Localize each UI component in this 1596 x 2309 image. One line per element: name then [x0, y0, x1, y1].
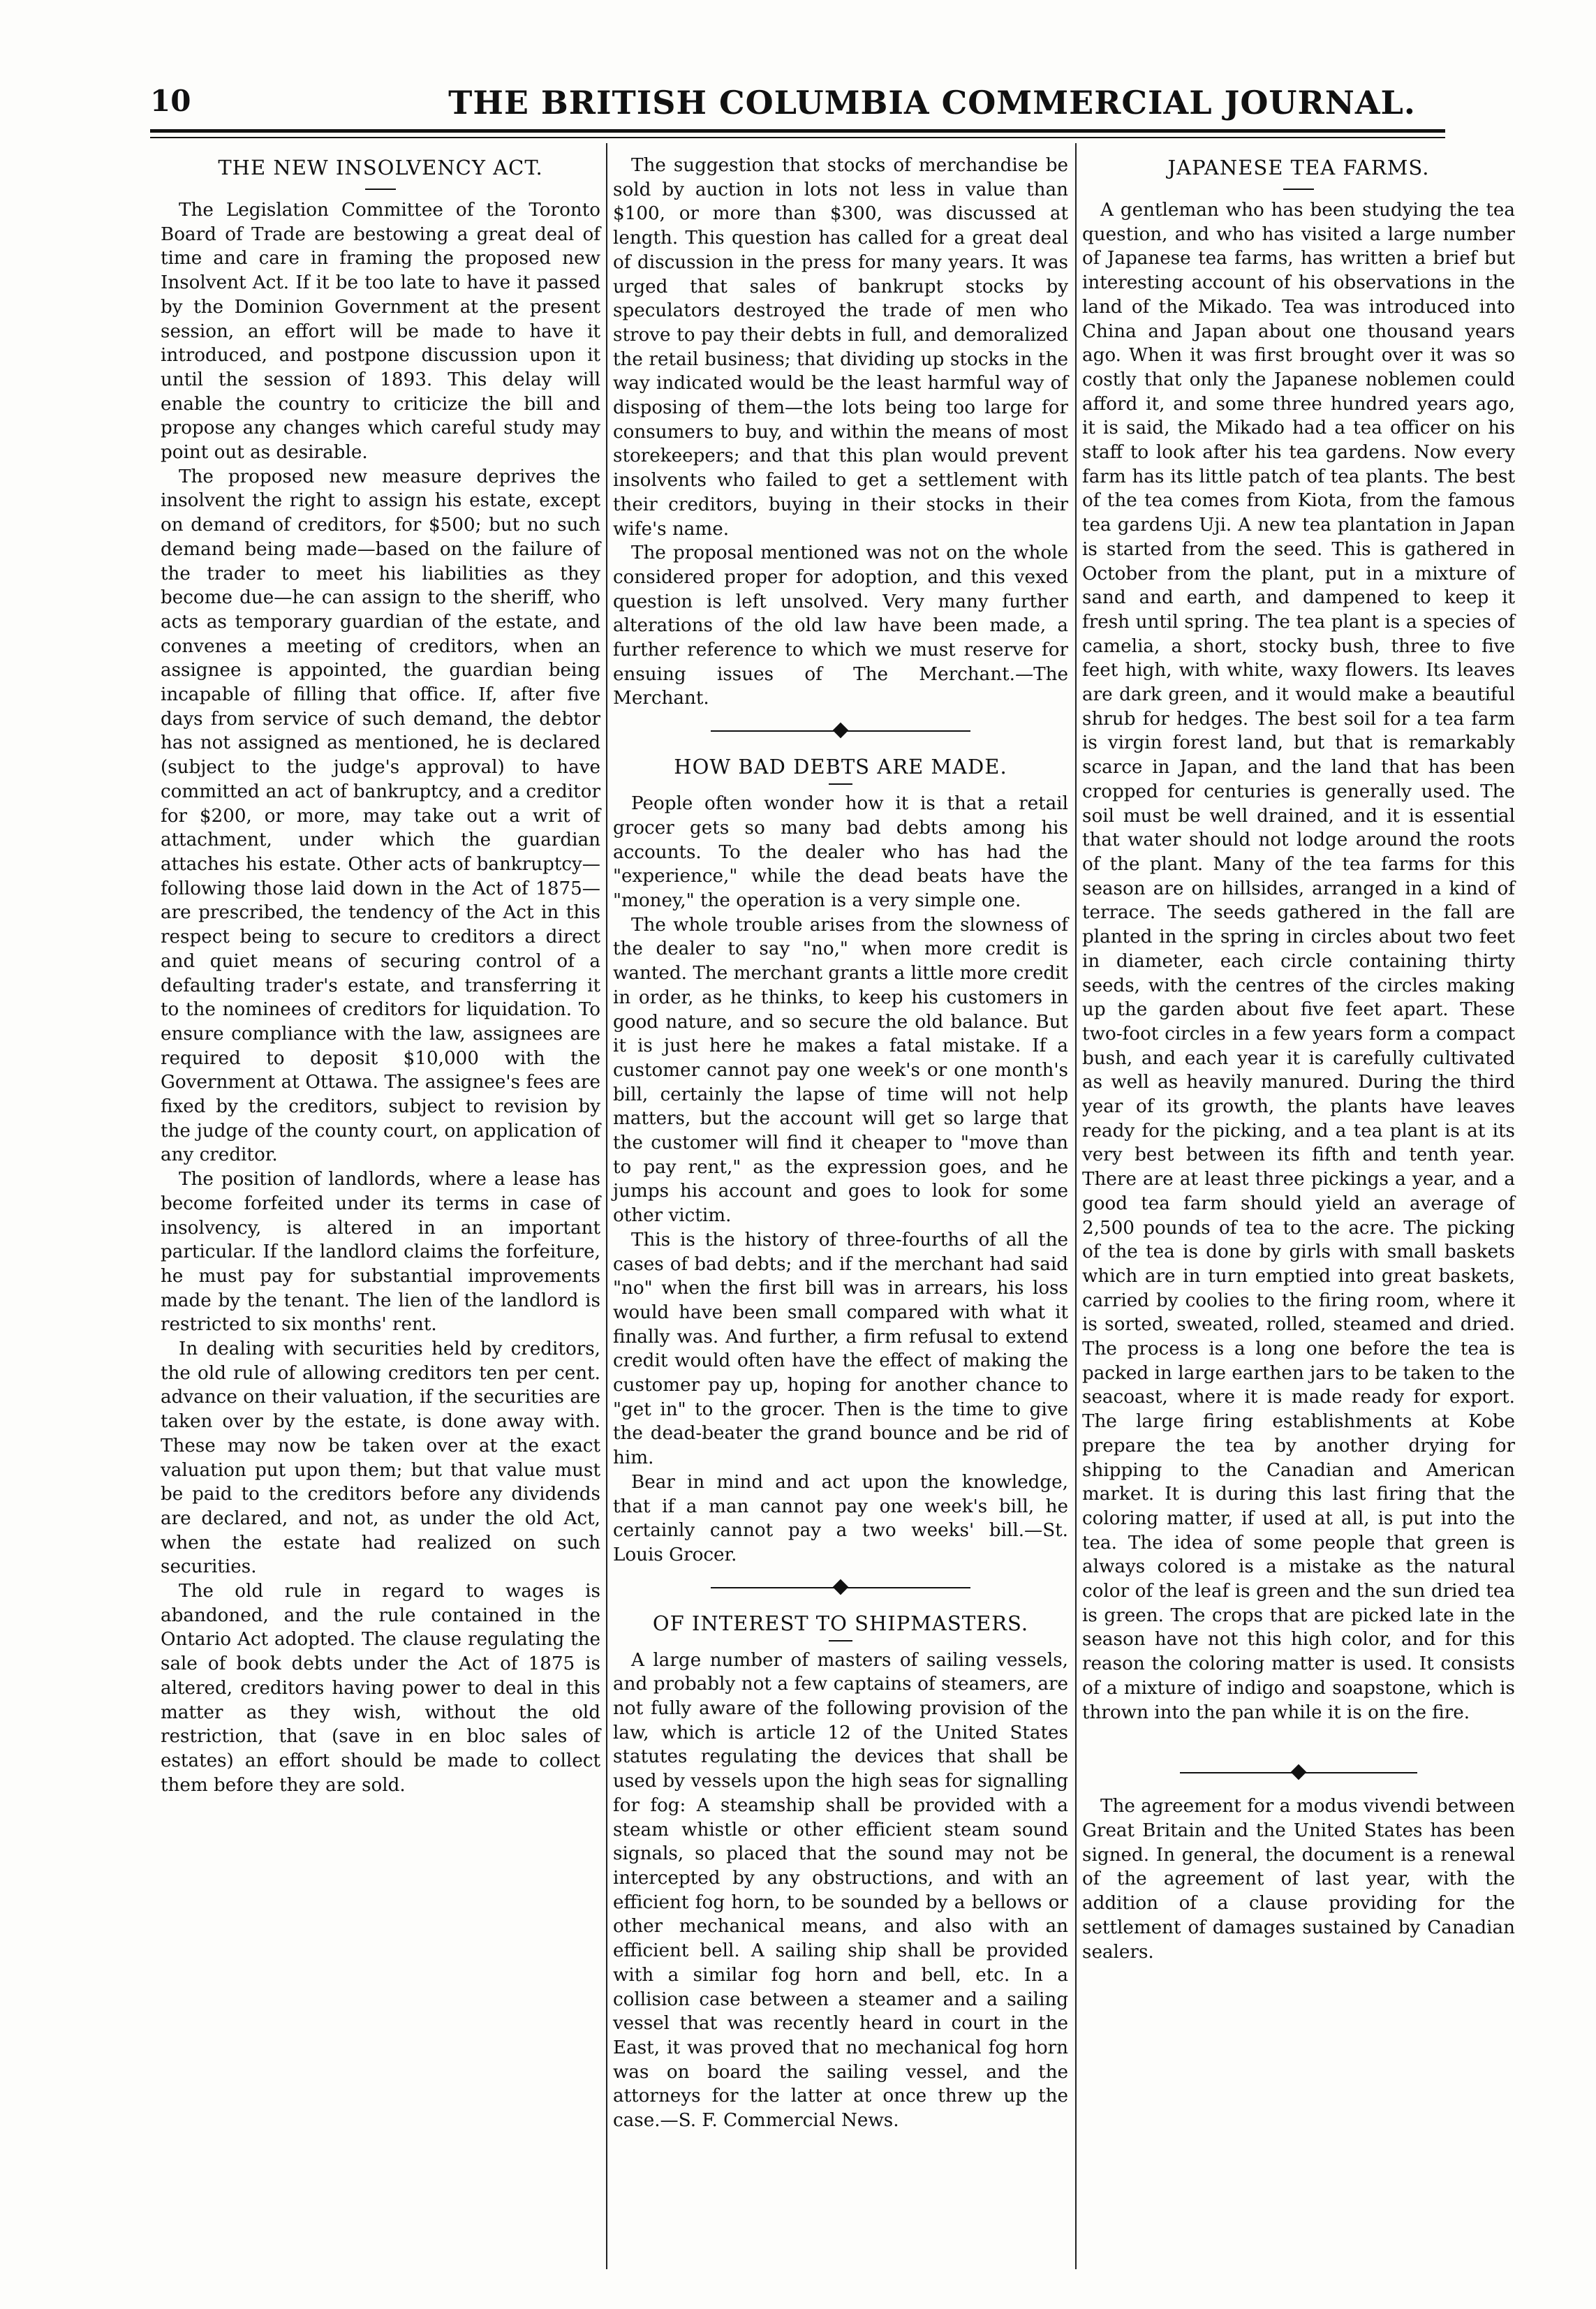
- article-paragraph: The old rule in regard to wages is abandoned, and the rule contained in the Ontario Act adopted. The clause regulating the sale of book debts under the Act of 1875 is altered, creditors having power to deal in this matter as they wish, without the old restriction, that (save in en bloc sales of estates) an effort should be made to collect them before they are sold.: [161, 1581, 600, 1796]
- article-bad-debts: [613, 753, 1068, 1567]
- column-3: [1082, 154, 1515, 2248]
- article-shipmasters: [613, 1609, 1068, 2133]
- article-title: OF INTEREST TO SHIPMASTERS.: [652, 1611, 1029, 1635]
- article-paragraph: The proposed new measure deprives the insolvent the right to assign his estate, except on demand of creditors, for $500; but no such demand being made—based on the failure of the trader to meet his liabilities as they become due—he can assign to the sheriff, who acts as temporary guardian of the estate, and convenes a meeting of creditors, when an assignee is appointed, the guardian being incapable of filling that office. If, after five days from service of such demand, the debtor has not assigned as mentioned, he is declared (subject to the judge's approval) to have committed an act of bankruptcy, and a creditor for $200, or more, may take out a writ of attachment, under which the guardian attaches his estate. Other acts of bankruptcy—following those laid down in the Act of 1875—are prescribed, the tendency of the Act in this respect being to secure to creditors a direct and quiet means of securing control of a defaulting trader's estate, and transferring it to the nominees of creditors for liquidation. To ensure compliance with the law, assignees are required to deposit $10,000 with the Government at Ottawa. The assignee's fees are fixed by the creditors, subject to revision by the judge of the county court, on application of any creditor.: [161, 466, 600, 1166]
- title-dash: [365, 189, 396, 190]
- article-insolvency: [161, 154, 600, 1797]
- article-paragraph: The position of landlords, where a lease has become forfeited under its terms in case of insolvency, is altered in an important particular. If the landlord claims the forfeiture, he must pay for substantial improvements made by the tenant. The lien of the landlord is restricted to six months' rent.: [161, 1169, 600, 1336]
- article-title: HOW BAD DEBTS ARE MADE.: [674, 755, 1007, 779]
- article-paragraph: This is the history of three-fourths of all the cases of bad debts; and if the merchant had said "no" when the first bill was in arrears, his loss would have been small compared with what it finally was. And further, a firm refusal to extend credit would often have the effect of making the customer pay up, hoping for another chance to "get in" to the grocer. Then is the time to give the dead-beater the grand bounce and be rid of him.: [613, 1229, 1068, 1469]
- title-dash: [829, 783, 852, 785]
- article-paragraph: In dealing with securities held by creditors, the old rule of allowing creditors ten per cent. advance on their valuation, if the securities are taken over by the estate, is done away with. These may now be taken over at the exact valuation put upon them; but that value must be paid to the creditors before any dividends are declared, and not, as under the old Act, when the estate had realized on such securities.: [161, 1338, 600, 1578]
- header-rule-thin: [150, 137, 1445, 138]
- article-title: JAPANESE TEA FARMS.: [1167, 156, 1430, 179]
- page-number: 10: [150, 84, 191, 118]
- title-dash: [829, 1640, 852, 1642]
- article-paragraph: The agreement for a modus vivendi between Great Britain and the United States has been signed. In general, the document is a renewal of the agreement of last year, with the addition of a clause providing for the settlement of damages sustained by Canadian sealers.: [1082, 1796, 1515, 1963]
- article-paragraph: A gentleman who has been studying the tea question, and who has visited a large number of Japanese tea farms, has written a brief but interesting account of his observations in the land of the Mikado. Tea was introduced into China and Japan about one thousand years ago. When it was first brought over it was so costly that only the Japanese noblemen could afford it, and some three hundred years ago, it is said, the Mikado had a tea officer on his staff to look after his tea gardens. Now every farm has its little patch of tea plants. The best of the tea comes from Kiota, from the famous tea gardens Uji. A new tea plantation in Japan is started from the seed. This is gathered in October from the plant, put in a mixture of sand and earth, and dampened to keep it fresh until spring. The tea plant is a species of camelia, a short, stocky bush, three to five feet high, with white, waxy flowers. Its leaves are dark green, and it would make a beautiful shrub for hedges. The best soil for a tea farm is virgin forest land, but that is remarkably scarce in Japan, and the land that has been cropped for centuries is generally used. The soil must be well drained, and it is essential that water should not lodge around the roots of the plant. Many of the tea farms for this season are on hillsides, arranged in a kind of terrace. The seeds gathered in the fall are planted in the spring in circles about two feet in diameter, each circle containing thirty seeds, with the centres of the circles making up the garden about five feet apart. These two-foot circles in a few years form a compact bush, and each year it is carefully cultivated as well as heavily manured. During the third year of its growth, the plants have leaves ready for the picking, and a tea plant is at its very best between its fifth and tenth year. There are at least three pickings a year, and a good tea farm should yield an average of 2,500 pounds of tea to the acre. The picking of the tea is done by girls with small baskets which are in turn emptied into great baskets, carried by coolies to the firing room, where it is sorted, sweated, rolled, steamed and dried. The process is a long one before the tea is packed in large earthen jars to be taken to the seacoast, where it is made ready for export. The large firing establishments at Kobe prepare the tea by another drying for shipping to the Canadian and American market. It is during this last firing that the coloring matter, if used at all, is put into the tea. The idea of some people that green is always colored is a mistake as the natural color of the leaf is green and the sun dried tea is green. The crops that are picked late in the season have not this high color, and for this reason the coloring matter is used. It consists of a mixture of indigo and soapstone, which is thrown into the pan while it is on the fire.: [1082, 200, 1515, 1723]
- column-divider: [1075, 143, 1077, 2269]
- column-divider: [606, 143, 607, 2269]
- ornament-divider: [613, 711, 1068, 753]
- journal-title: THE BRITISH COLUMBIA COMMERCIAL JOURNAL.: [448, 84, 1416, 121]
- ornament-divider: [1082, 1753, 1515, 1794]
- article-paragraph: The Legislation Committee of the Toronto Board of Trade are bestowing a great deal of time and care in framing the proposed new Insolvent Act. If it be too late to have it passed by the Dominion Government at the present session, an effort will be made to have it introduced, and postpone discussion upon it until the session of 1893. This delay will enable the country to criticize the bill and propose any changes which careful study may point out as desirable.: [161, 200, 600, 464]
- article-tea: [1082, 154, 1515, 1725]
- article-paragraph: The whole trouble arises from the slowness of the dealer to say "no," when more credit is wanted. The merchant grants a little more credit in order, as he thinks, to keep his customers in good nature, and so secure the old balance. But it is just here he makes a fatal mistake. If a customer cannot pay one week's or one month's bill, certainly the lapse of time will not help matters, but the account will get so large that the customer will find it cheaper to "move than to pay rent," as the expression goes, and he jumps his account and goes to look for some other victim.: [613, 914, 1068, 1227]
- ornament-divider: [613, 1567, 1068, 1609]
- article-modus-vivendi: [1082, 1794, 1515, 1964]
- spacer: [1082, 1725, 1515, 1753]
- article-paragraph: The suggestion that stocks of merchandise be sold by auction in lots not less in value than $100, or more than $300, was discussed at length. This question has called for a great deal of discussion in the press for many years. It was urged that sales of bankrupt stocks by speculators destroyed the trade of men who strove to pay their debts in full, and demoralized the retail business; that dividing up stocks in the way indicated would be the least harmful way of disposing of them—the lots being too large for consumers to buy, and within the means of most storekeepers; and that this plan would prevent insolvents who failed to get a settlement with their creditors, buying in their stocks in their wife's name.: [613, 155, 1068, 540]
- column-2: [613, 154, 1068, 2248]
- article-paragraph: The proposal mentioned was not on the whole considered proper for adoption, and this vexed question is left unsolved. Very many further alterations of the old law have been made, a further reference to which we must reserve for ensuing issues of The Merchant.—The Merchant.: [613, 543, 1068, 709]
- column-1: [161, 154, 600, 2248]
- header-rule: [150, 129, 1445, 133]
- title-dash: [1283, 189, 1314, 190]
- masthead: [150, 78, 1445, 127]
- article-paragraph: People often wonder how it is that a retail grocer gets so many bad debts among his accounts. To the dealer who has had the "experience," while the dead beats have the "money," the operation is a very simple one.: [613, 793, 1068, 911]
- article-paragraph: A large number of masters of sailing vessels, and probably not a few captains of steamers, are not fully aware of the following provision of the law, which is article 12 of the United States statutes regulating the devices that shall be used by vessels upon the high seas for signalling for fog: A steamship shall be provided with a steam whistle or other efficient steam sound signals, so placed that the sound may not be intercepted by any obstructions, and with an efficient fog horn, to be sounded by a bellows or other mechanical means, and also with an efficient bell. A sailing ship shall be provided with a similar fog horn and bell, etc. In a collision case between a steamer and a sailing vessel that was recently heard in court in the East, it was proved that no mechanical fog horn was on board the sailing vessel, and the attorneys for the latter at once threw up the case.—S. F. Commercial News.: [613, 1649, 1068, 2132]
- article-paragraph: Bear in mind and act upon the knowledge, that if a man cannot pay one week's bill, he certainly cannot pay a two weeks' bill.—St. Louis Grocer.: [613, 1471, 1068, 1565]
- article-title: THE NEW INSOLVENCY ACT.: [218, 156, 543, 179]
